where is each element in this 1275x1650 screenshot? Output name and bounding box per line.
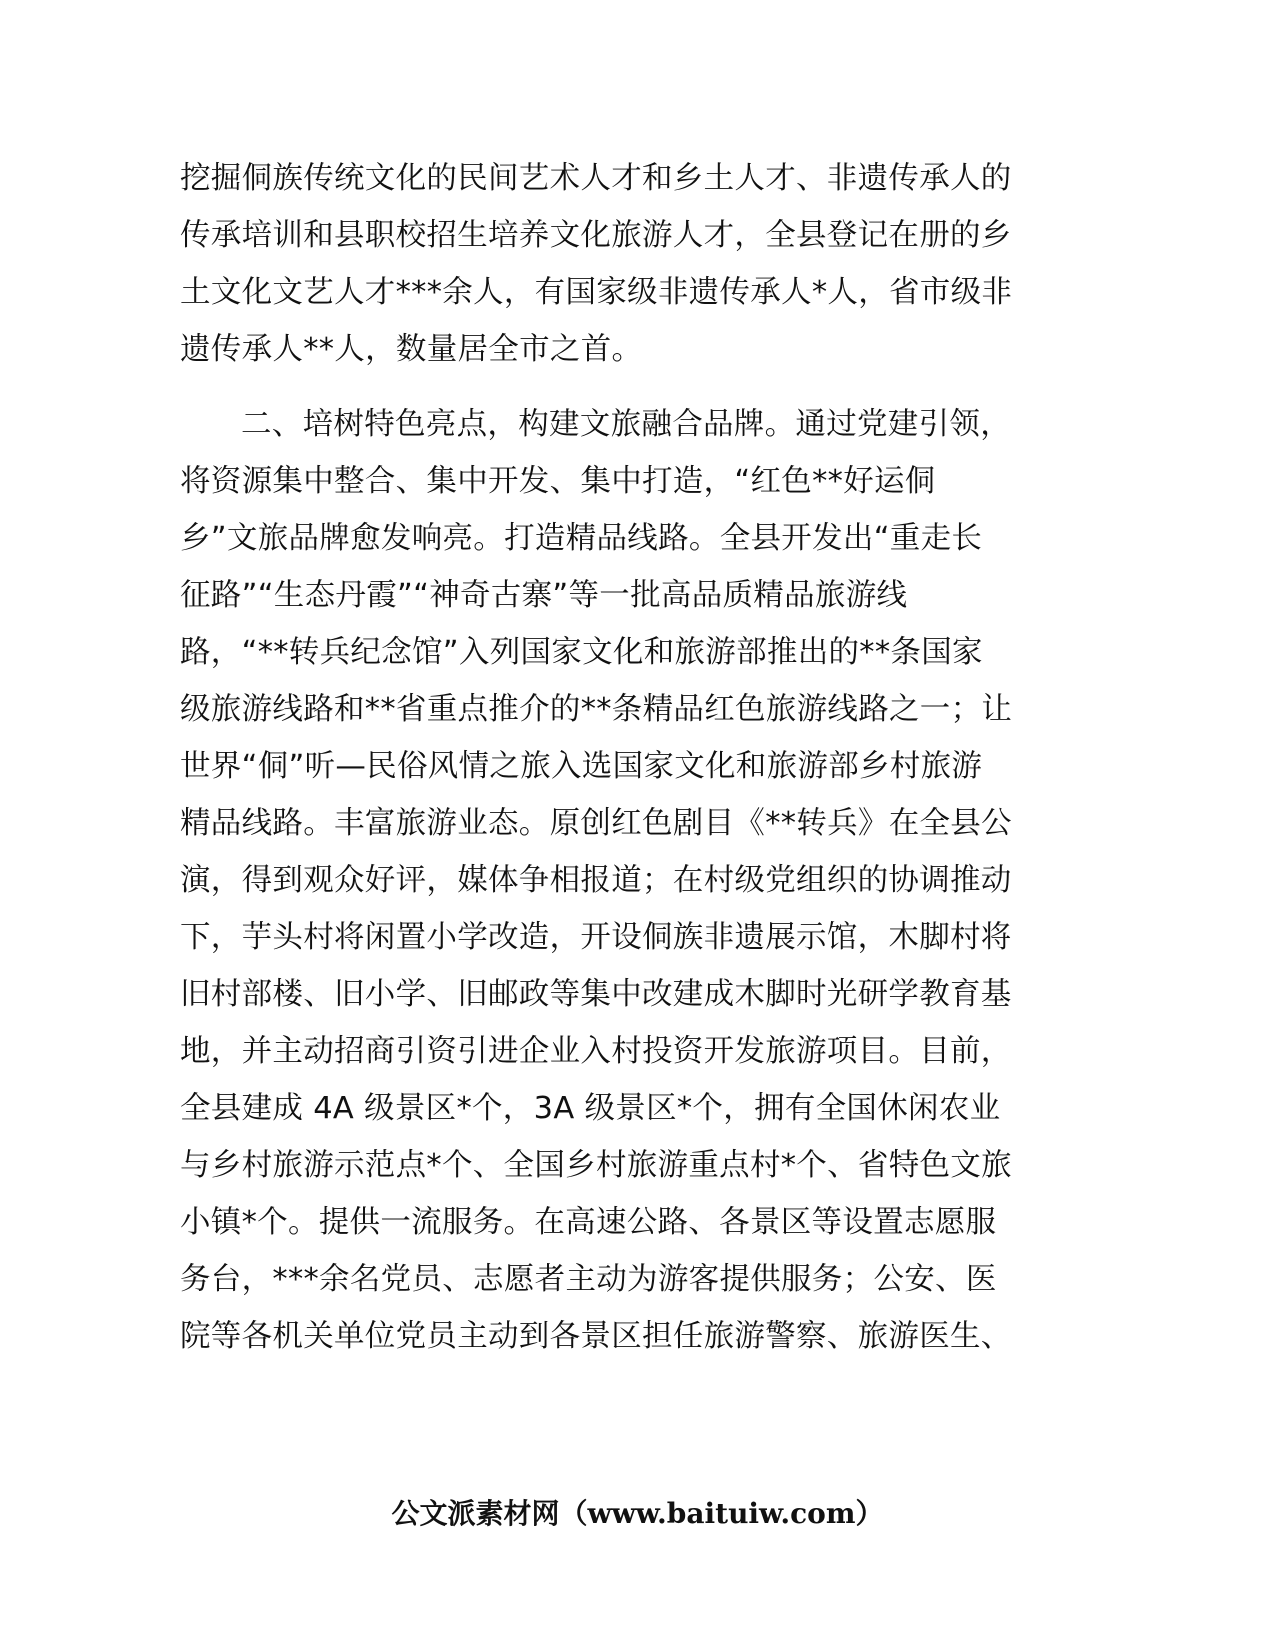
page-footer: 公文派素材网（www.baituiw.com） xyxy=(391,1497,884,1530)
paragraph-1 xyxy=(180,150,1095,378)
text-line: 下，芋头村将闲置小学改造，开设侗族非遗展示馆，木脚村将 xyxy=(180,920,1012,955)
text-line: 路，“**转兵纪念馆”入列国家文化和旅游部推出的**条国家 xyxy=(180,635,983,670)
text-line: 传承培训和县职校招生培养文化旅游人才，全县登记在册的乡 xyxy=(180,218,1012,253)
text-line: 将资源集中整合、集中开发、集中打造，“红色**好运侗 xyxy=(180,464,936,499)
text-line: 土文化文艺人才***余人，有国家级非遗传承人*人，省市级非 xyxy=(180,275,1013,310)
document-body xyxy=(180,150,1095,1365)
text-line: 地，并主动招商引资引进企业入村投资开发旅游项目。目前， xyxy=(180,1034,1012,1069)
text-line: 世界“侗”听—民俗风情之旅入选国家文化和旅游部乡村旅游 xyxy=(180,749,983,784)
text-line: 二、培树特色亮点，构建文旅融合品牌。通过党建引领， xyxy=(241,407,1011,442)
text-line: 级旅游线路和**省重点推介的**条精品红色旅游线路之一；让 xyxy=(180,692,1013,727)
text-line: 旧村部楼、旧小学、旧邮政等集中改建成木脚时光研学教育基 xyxy=(180,977,1012,1012)
text-line: 征路”“生态丹霞”“神奇古寨”等一批高品质精品旅游线 xyxy=(180,578,908,613)
text-line: 与乡村旅游示范点*个、全国乡村旅游重点村*个、省特色文旅 xyxy=(180,1148,1012,1183)
text-line: 全县建成 4A 级景区*个，3A 级景区*个，拥有全国休闲农业 xyxy=(180,1091,1001,1126)
text-line: 演，得到观众好评，媒体争相报道；在村级党组织的协调推动 xyxy=(180,863,1012,898)
text-line: 小镇*个。提供一流服务。在高速公路、各景区等设置志愿服 xyxy=(180,1205,997,1240)
text-line: 乡”文旅品牌愈发响亮。打造精品线路。全县开发出“重走长 xyxy=(180,521,983,556)
text-line: 挖掘侗族传统文化的民间艺术人才和乡土人才、非遗传承人的 xyxy=(180,161,1012,196)
paragraph-spacer xyxy=(180,378,1095,396)
text-line: 精品线路。丰富旅游业态。原创红色剧目《**转兵》在全县公 xyxy=(180,806,1012,841)
text-line: 遗传承人**人，数量居全市之首。 xyxy=(180,332,643,367)
text-line: 院等各机关单位党员主动到各景区担任旅游警察、旅游医生、 xyxy=(180,1319,1012,1354)
text-line: 务台，***余名党员、志愿者主动为游客提供服务；公安、医 xyxy=(180,1262,997,1297)
paragraph-2 xyxy=(180,396,1095,1365)
